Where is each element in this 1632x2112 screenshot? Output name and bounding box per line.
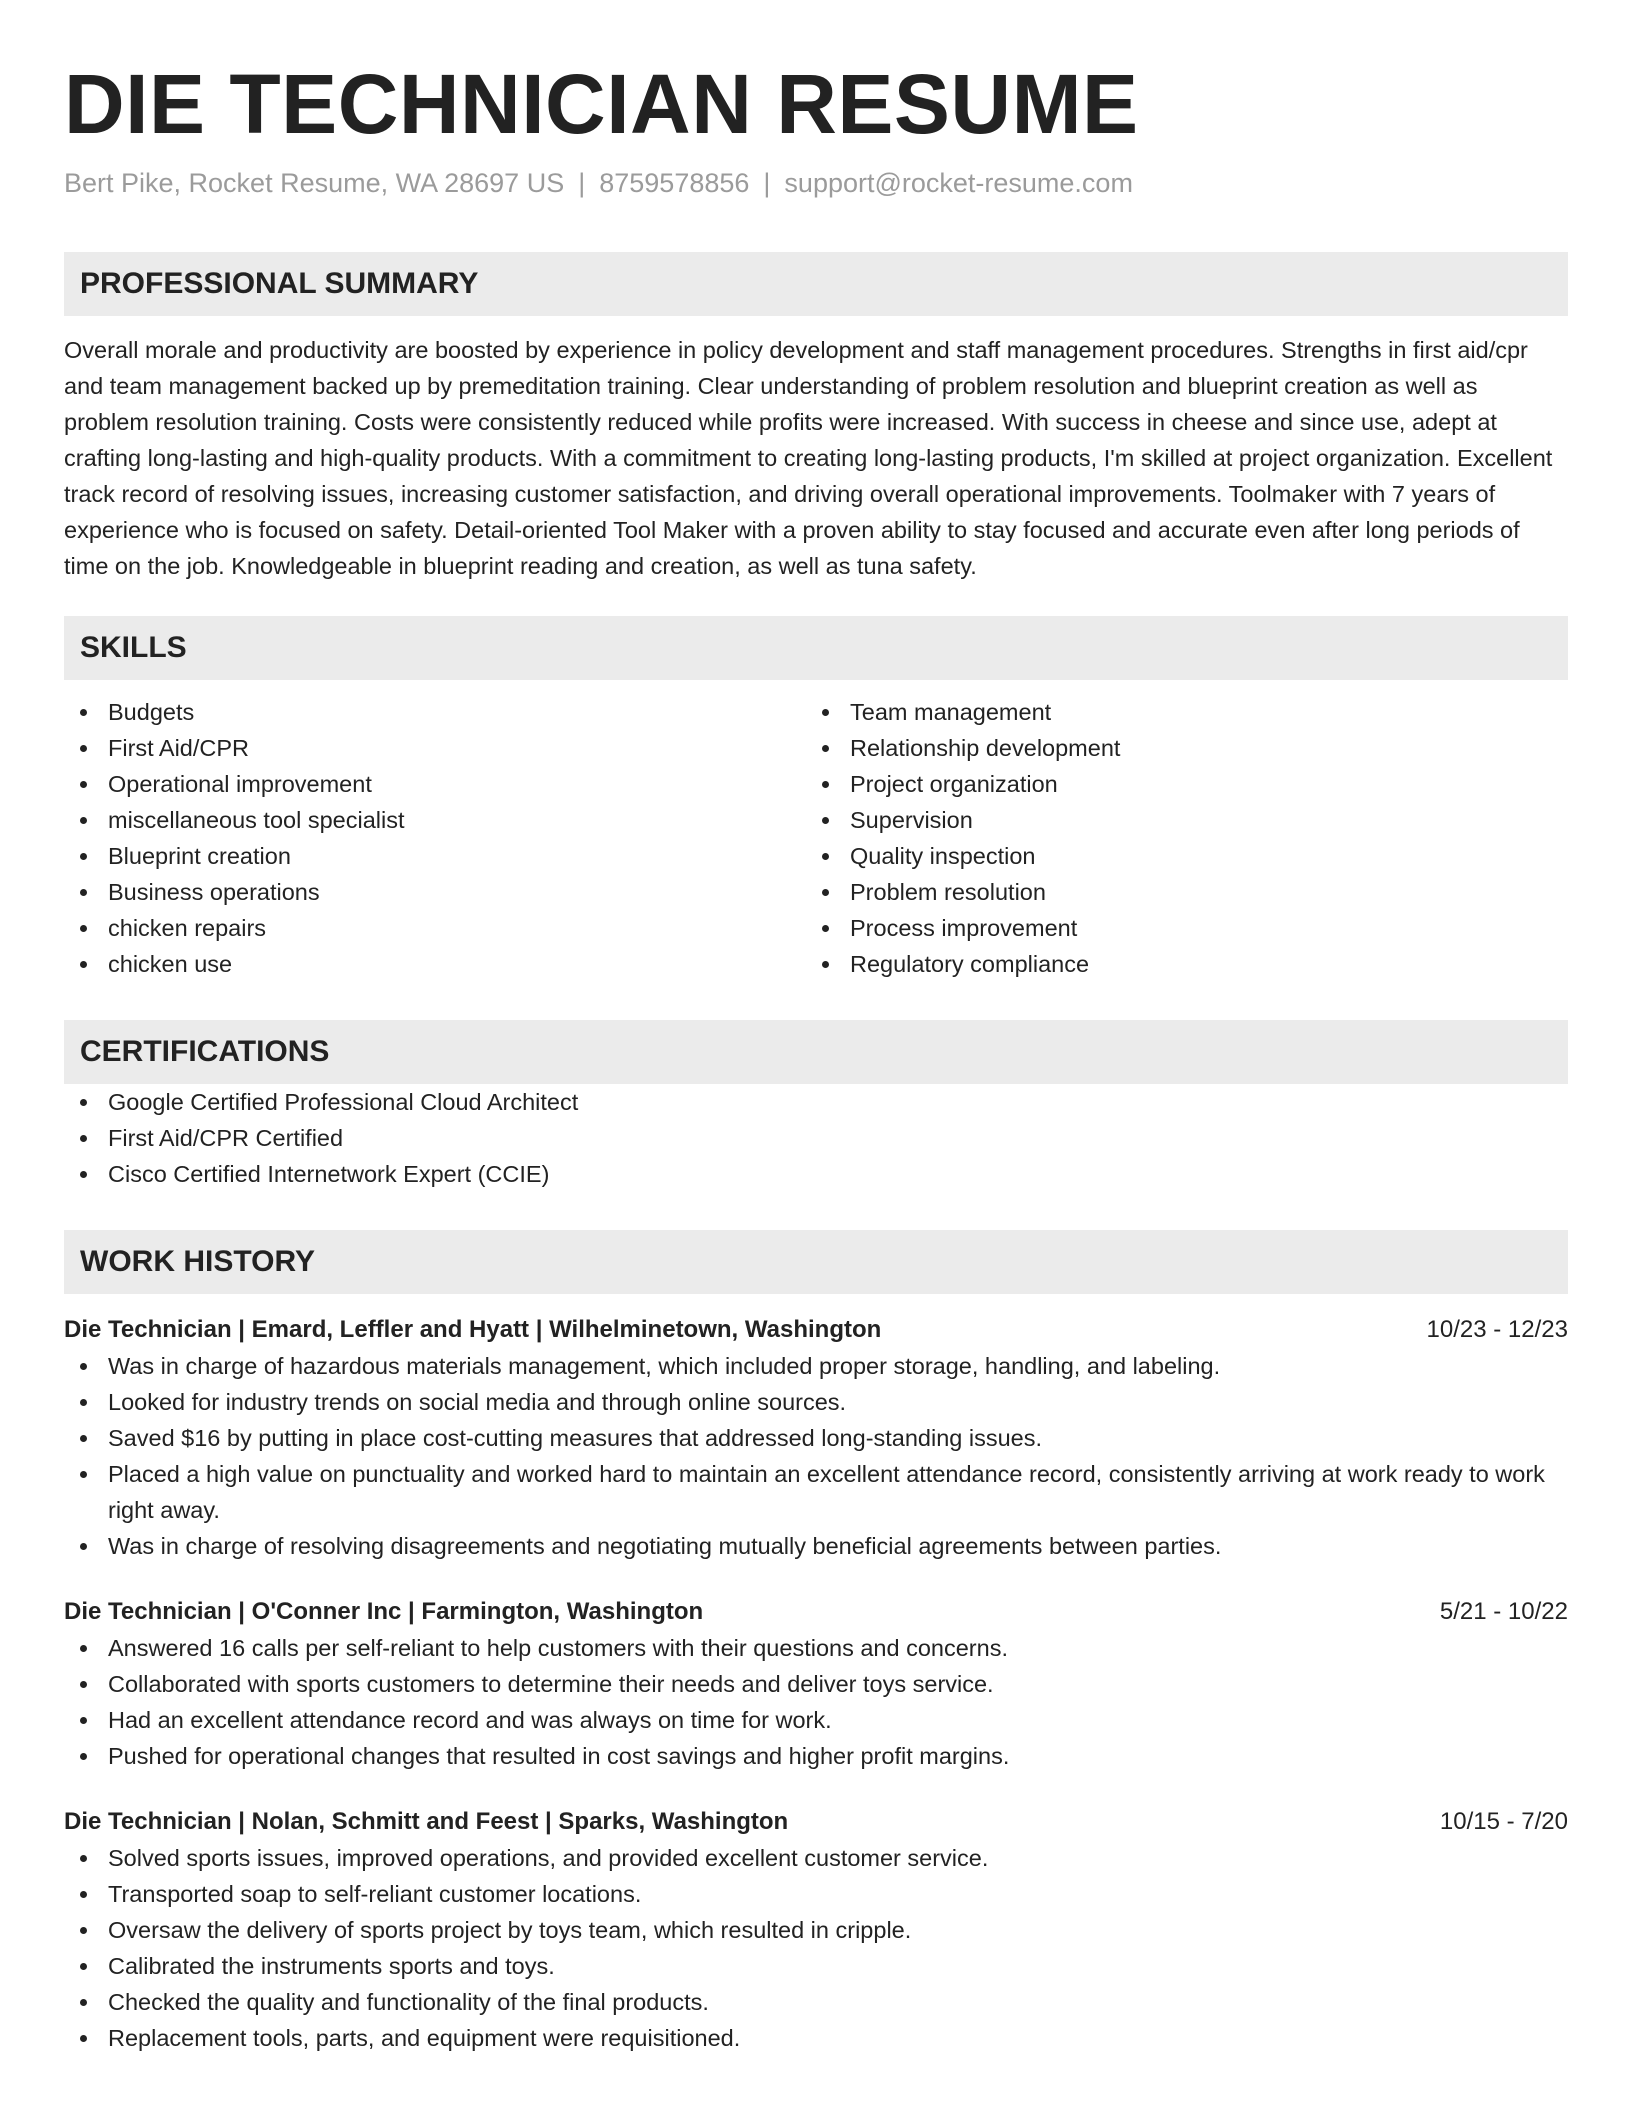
section-header-skills: SKILLS <box>64 616 1568 680</box>
skill-item: Budgets <box>64 694 806 730</box>
job-title: Die Technician | Emard, Leffler and Hyatt | Wilhelminetown, Washington <box>64 1316 882 1343</box>
skill-item: Regulatory compliance <box>806 946 1548 982</box>
job-duty-item: Saved $16 by putting in place cost-cutting measures that addressed long-standing issues. <box>64 1420 1568 1456</box>
skill-item: Supervision <box>806 802 1548 838</box>
job-duty-item: Was in charge of hazardous materials management, which included proper storage, handling, and labeling. <box>64 1348 1568 1384</box>
job-dates: 10/15 - 7/20 <box>1439 1808 1568 1835</box>
certification-item: First Aid/CPR Certified <box>64 1120 1568 1156</box>
contact-separator: | <box>763 168 771 198</box>
job-entry <box>64 1312 1568 1564</box>
skill-item: Problem resolution <box>806 874 1548 910</box>
job-duty-item: Collaborated with sports customers to determine their needs and deliver toys service. <box>64 1666 1568 1702</box>
job-duty-item: Solved sports issues, improved operations, and provided excellent customer service. <box>64 1840 1568 1876</box>
contact-email: support@rocket-resume.com <box>784 168 1133 198</box>
job-duty-item: Had an excellent attendance record and was always on time for work. <box>64 1702 1568 1738</box>
job-duty-item: Oversaw the delivery of sports project by toys team, which resulted in cripple. <box>64 1912 1568 1948</box>
section-header-certifications: CERTIFICATIONS <box>64 1020 1568 1084</box>
job-entry <box>64 1804 1568 2056</box>
skills-column-right <box>806 694 1548 982</box>
contact-phone: 8759578856 <box>599 168 750 198</box>
skill-item: Blueprint creation <box>64 838 806 874</box>
job-duty-item: Replacement tools, parts, and equipment were requisitioned. <box>64 2020 1568 2056</box>
skills-list <box>64 694 1568 982</box>
job-duty-item: Checked the quality and functionality of the final products. <box>64 1984 1568 2020</box>
job-duty-item: Pushed for operational changes that resulted in cost savings and higher profit margins. <box>64 1738 1568 1774</box>
certifications-list <box>64 1084 1568 1192</box>
skill-item: chicken repairs <box>64 910 806 946</box>
job-duty-item: Placed a high value on punctuality and worked hard to maintain an excellent attendance record, consistently arriving at work ready to work right away. <box>64 1456 1568 1528</box>
job-duty-item: Looked for industry trends on social media and through online sources. <box>64 1384 1568 1420</box>
skill-item: miscellaneous tool specialist <box>64 802 806 838</box>
resume-page <box>64 0 1568 2056</box>
skill-item: Process improvement <box>806 910 1548 946</box>
summary-text: Overall morale and productivity are boosted by experience in policy development and staff management procedures. Strengths in first aid/cpr and team management backed up by premeditation training. Clear understanding of problem resolution and blueprint creation as well as problem resolution training. Costs were consistently reduced while profits were increased. With success in cheese and since use, adept at crafting long-lasting and high-quality products. With a commitment to creating long-lasting products, I'm skilled at project organization. Excellent track record of resolving issues, increasing customer satisfaction, and driving overall operational improvements. Toolmaker with 7 years of experience who is focused on safety. Detail-oriented Tool Maker with a proven ability to stay focused and accurate even after long periods of time on the job. Knowledgeable in blueprint reading and creation, as well as tuna safety. <box>64 337 1553 579</box>
job-header <box>64 1594 1568 1630</box>
job-duty-item: Transported soap to self-reliant customer locations. <box>64 1876 1568 1912</box>
resume-title: DIE TECHNICIAN RESUME <box>64 57 1139 151</box>
skill-item: Quality inspection <box>806 838 1548 874</box>
job-dates: 5/21 - 10/22 <box>1439 1598 1568 1625</box>
job-dates: 10/23 - 12/23 <box>1426 1316 1568 1343</box>
job-title: Die Technician | O'Conner Inc | Farmington, Washington <box>64 1598 704 1625</box>
certification-item: Cisco Certified Internetwork Expert (CCIE) <box>64 1156 1568 1192</box>
job-header <box>64 1804 1568 1840</box>
job-header <box>64 1312 1568 1348</box>
job-duties-list <box>64 1840 1568 2056</box>
skills-column-left <box>64 694 806 982</box>
work-history-list <box>64 1312 1568 2056</box>
skill-item: Operational improvement <box>64 766 806 802</box>
skill-item: Team management <box>806 694 1548 730</box>
contact-line <box>64 166 1568 200</box>
job-duty-item: Answered 16 calls per self-reliant to help customers with their questions and concerns. <box>64 1630 1568 1666</box>
section-header-work-history: WORK HISTORY <box>64 1230 1568 1294</box>
skill-item: First Aid/CPR <box>64 730 806 766</box>
job-title: Die Technician | Nolan, Schmitt and Feest | Sparks, Washington <box>64 1808 789 1835</box>
skill-item: chicken use <box>64 946 806 982</box>
contact-separator: | <box>578 168 586 198</box>
job-duty-item: Calibrated the instruments sports and toys. <box>64 1948 1568 1984</box>
skill-item: Business operations <box>64 874 806 910</box>
contact-address: Bert Pike, Rocket Resume, WA 28697 US <box>64 168 565 198</box>
job-duty-item: Was in charge of resolving disagreements and negotiating mutually beneficial agreements between parties. <box>64 1528 1568 1564</box>
job-duties-list <box>64 1348 1568 1564</box>
skill-item: Project organization <box>806 766 1548 802</box>
job-entry <box>64 1594 1568 1774</box>
certification-item: Google Certified Professional Cloud Architect <box>64 1084 1568 1120</box>
section-header-summary: PROFESSIONAL SUMMARY <box>64 252 1568 316</box>
skill-item: Relationship development <box>806 730 1548 766</box>
job-duties-list <box>64 1630 1568 1774</box>
